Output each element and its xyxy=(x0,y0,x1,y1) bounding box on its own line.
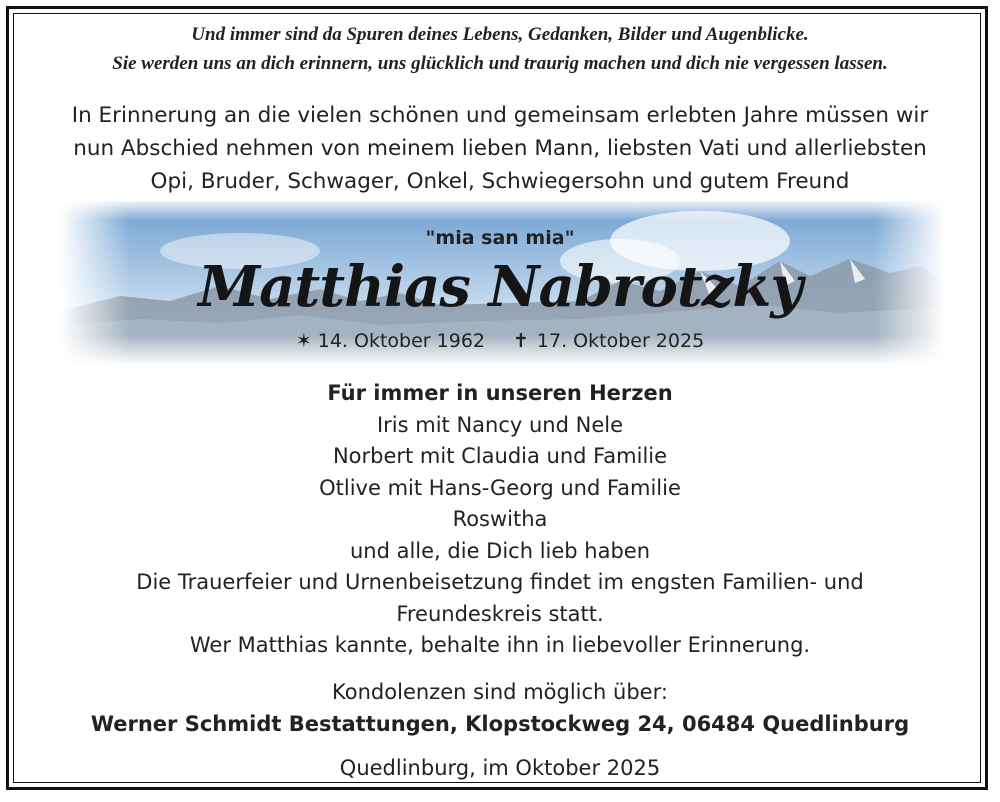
intro-line-1: In Erinnerung an die vielen schönen und gemeinsam erlebten Jahre müssen wir xyxy=(71,103,929,128)
life-dates xyxy=(0,330,1000,352)
condolences-label: Kondolenzen sind möglich über: xyxy=(332,680,668,704)
ceremony-line-2: Freundeskreis statt. xyxy=(396,601,604,626)
mourner-line: Norbert mit Claudia und Familie xyxy=(332,444,668,468)
intro-text xyxy=(0,99,1000,198)
motto-line-2: Sie werden uns an dich erinnern, uns glücklich und traurig machen und dich nie vergessen lassen. xyxy=(112,53,888,74)
intro-line-2: nun Abschied nehmen von meinem lieben Mann, liebsten Vati und allerliebsten xyxy=(73,136,927,161)
ceremony-line-1: Die Trauerfeier und Urnenbeisetzung findet im engsten Familien- und xyxy=(136,570,864,594)
star-icon: ✶ xyxy=(295,330,312,352)
mourner-line: Iris mit Nancy und Nele xyxy=(376,412,624,437)
deceased-name: Matthias Nabrotzky xyxy=(198,254,802,320)
quote: "mia san mia" xyxy=(425,227,575,249)
death-date: ✝ 17. Oktober 2025 xyxy=(513,330,705,352)
motto-line-1: Und immer sind da Spuren deines Lebens, Gedanken, Bilder und Augenblicke. xyxy=(191,24,809,45)
birth-date: ✶ 14. Oktober 1962 xyxy=(295,330,485,352)
mourners-heading: Für immer in unseren Herzen xyxy=(327,381,673,405)
ceremony-line-3: Wer Matthias kannte, behalte ihn in liebevoller Erinnerung. xyxy=(189,633,811,657)
mourner-line: Roswitha xyxy=(452,507,548,531)
condolences xyxy=(0,677,1000,740)
cross-icon: ✝ xyxy=(513,330,529,352)
mourner-line: Otlive mit Hans-Georg und Familie xyxy=(319,475,681,500)
place-date: Quedlinburg, im Oktober 2025 xyxy=(339,756,661,780)
mourners-list xyxy=(0,378,1000,567)
intro-line-3: Opi, Bruder, Schwager, Onkel, Schwiegersohn und gutem Freund xyxy=(150,169,850,194)
mourner-line: und alle, die Dich lieb haben xyxy=(349,538,651,563)
funeral-home-address: Werner Schmidt Bestattungen, Klopstockweg 24, 06484 Quedlinburg xyxy=(90,711,910,736)
motto xyxy=(0,20,1000,78)
ceremony-notice xyxy=(0,567,1000,662)
